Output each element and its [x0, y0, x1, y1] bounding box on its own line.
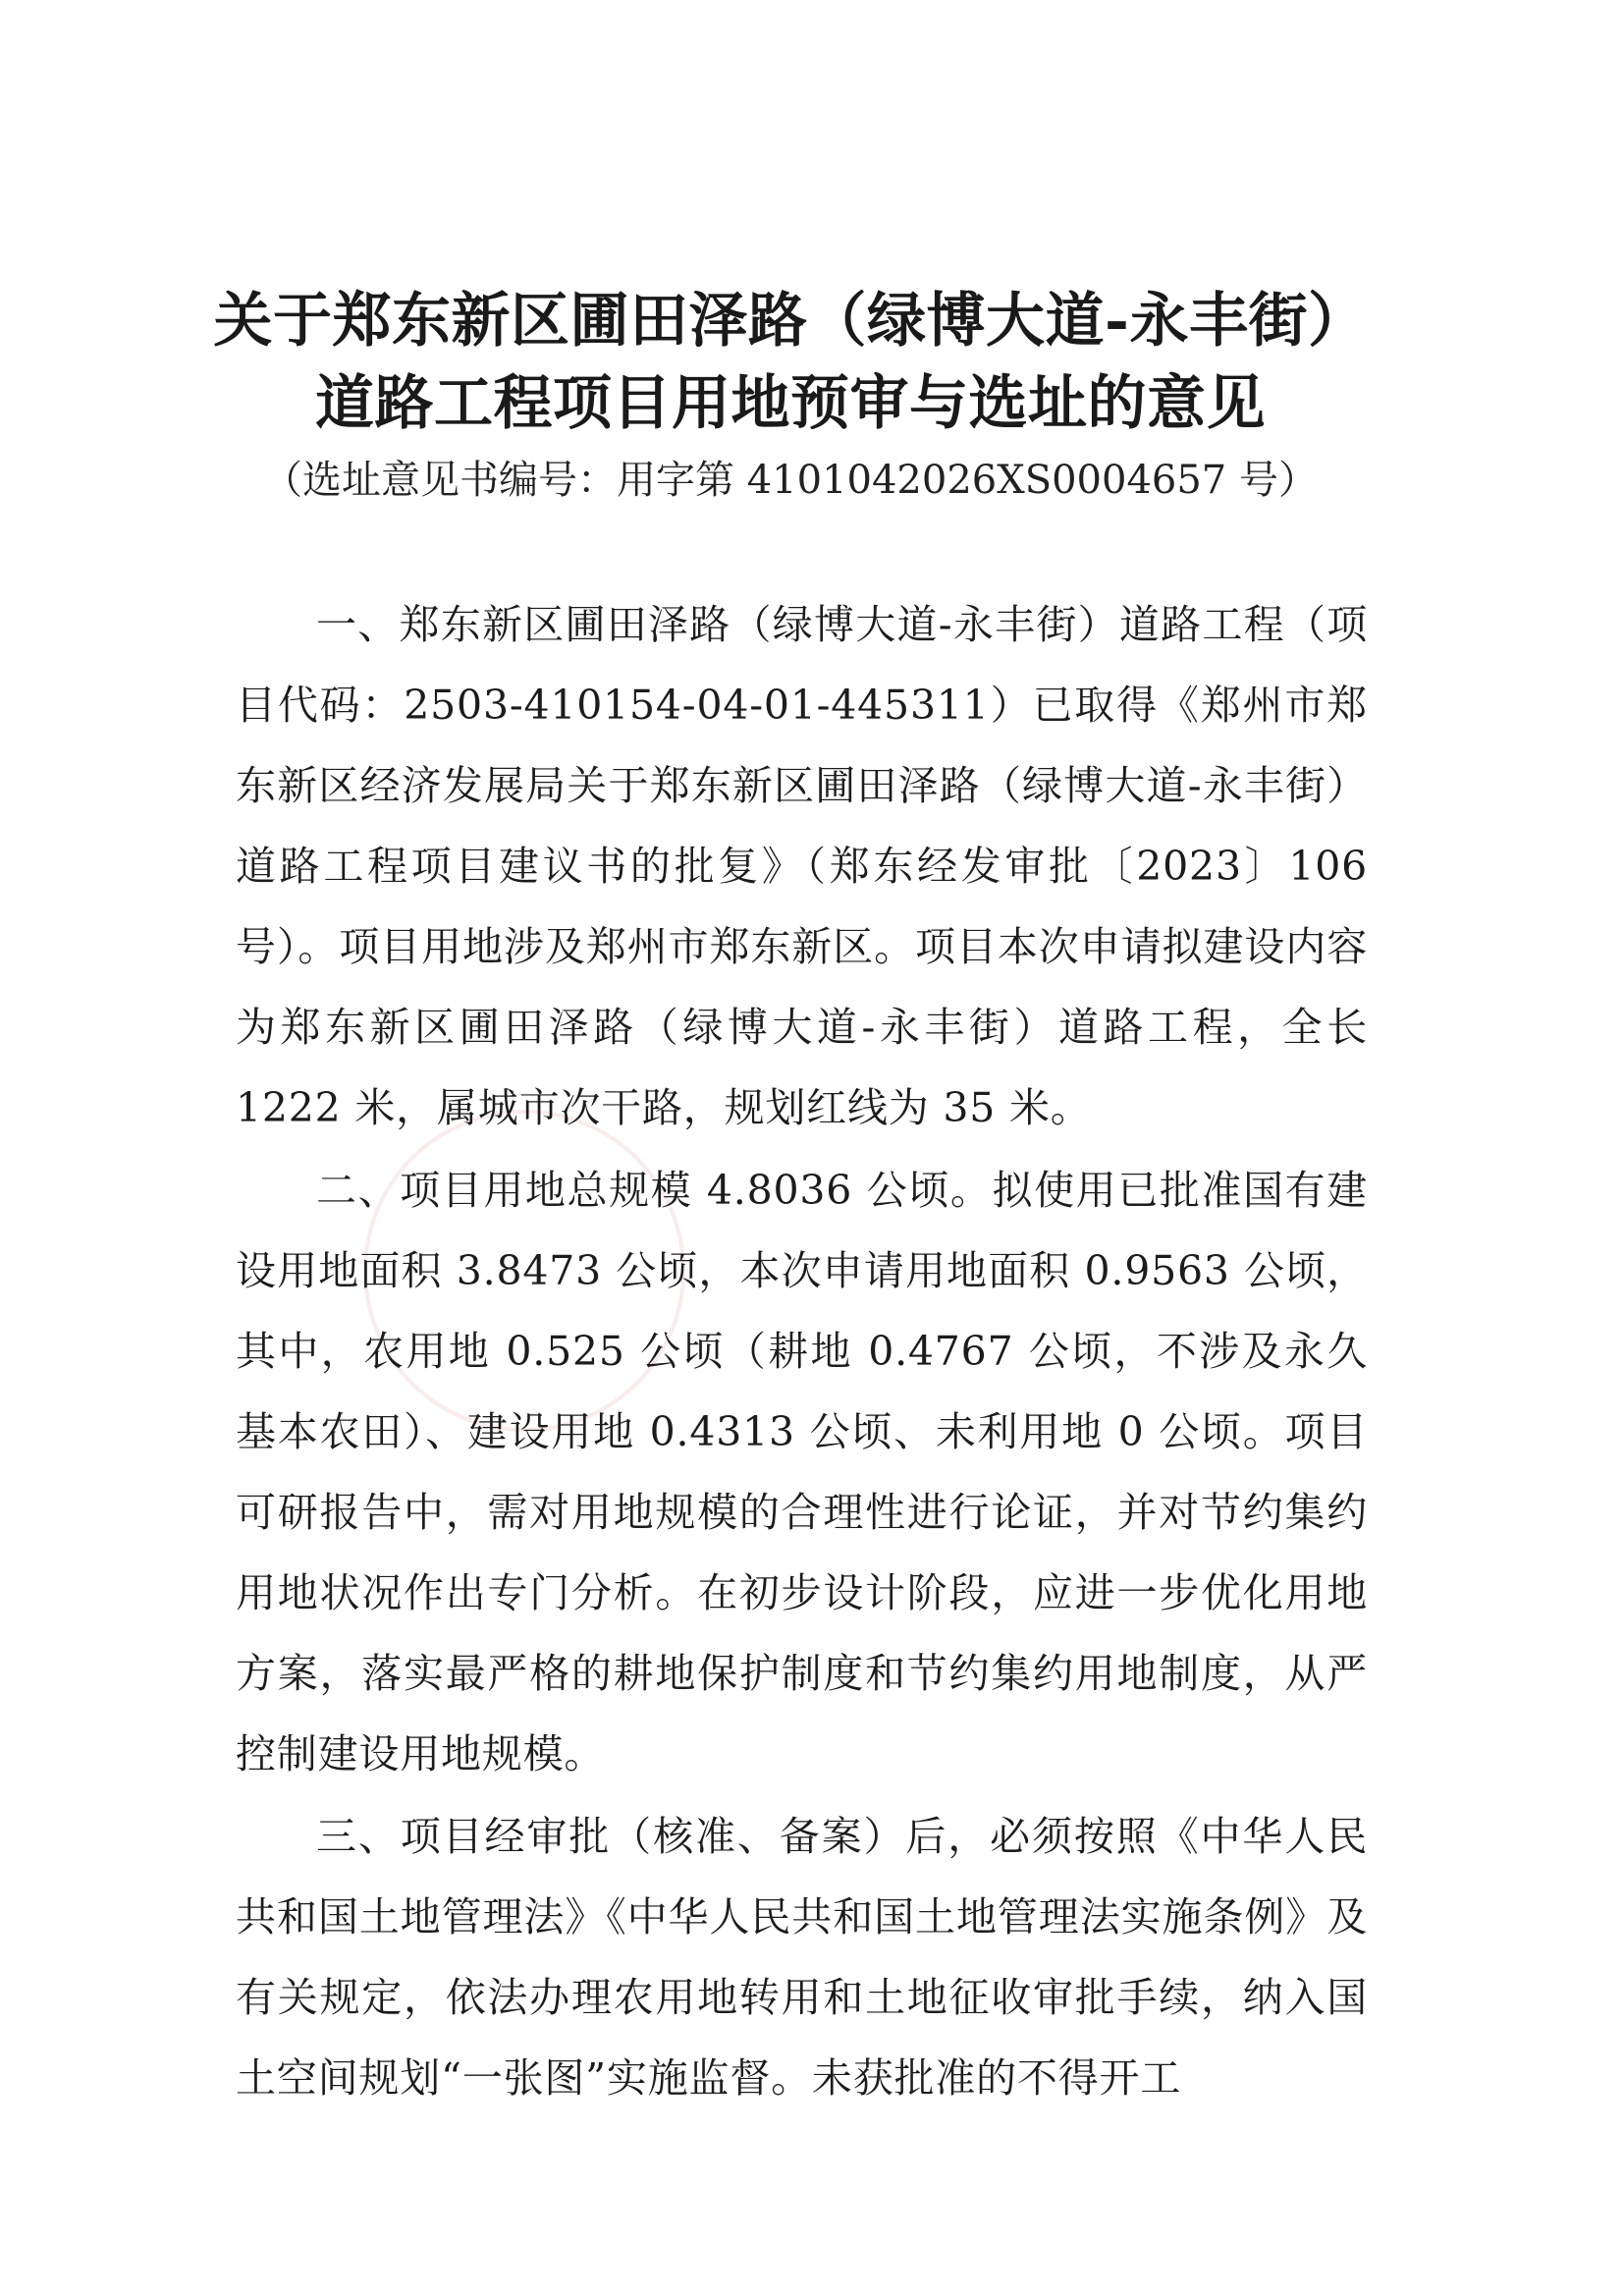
paragraph-1: 一、郑东新区圃田泽路（绿博大道-永丰街）道路工程（项目代码：2503-410154-04-01-445311）已取得《郑州市郑东新区经济发展局关于郑东新区圃田泽路（绿博大道-永丰街）道路工程项目建议书的批复》（郑东经发审批〔2023〕106 号）。项目用地涉及郑州市郑东新区。项目本次申请拟建设内容为郑东新区圃田泽路（绿博大道-永丰街）道路工程，全长 1222 米，属城市次干路，规划红线为 35 米。	[236, 601, 1368, 1131]
document-title-line-1: 关于郑东新区圃田泽路（绿博大道-永丰街）	[213, 287, 1368, 355]
paragraph-2: 二、项目用地总规模 4.8036 公顷。拟使用已批准国有建设用地面积 3.8473 公顷，本次申请用地面积 0.9563 公顷，其中，农用地 0.525 公顷（耕地 0.4767 公顷，不涉及永久基本农田）、建设用地 0.4313 公顷、未利用地 0 公顷。项目可研报告中，需对用地规模的合理性进行论证，并对节约集约用地状况作出专门分析。在初步设计阶段，应进一步优化用地方案，落实最严格的耕地保护制度和节约集约用地制度，从严控制建设用地规模。	[236, 1167, 1368, 1777]
paragraph-3: 三、项目经审批（核准、备案）后，必须按照《中华人民共和国土地管理法》《中华人民共和国土地管理法实施条例》及有关规定，依法办理农用地转用和土地征收审批手续，纳入国土空间规划“一张图”实施监督。未获批准的不得开工	[236, 1813, 1368, 2102]
title-block	[177, 280, 1404, 510]
document-number: （选址意见书编号：用字第 4101042026XS0004657 号）	[263, 458, 1318, 503]
document-body	[236, 584, 1368, 2120]
document-title-line-2: 道路工程项目用地预审与选址的意见	[315, 369, 1266, 438]
